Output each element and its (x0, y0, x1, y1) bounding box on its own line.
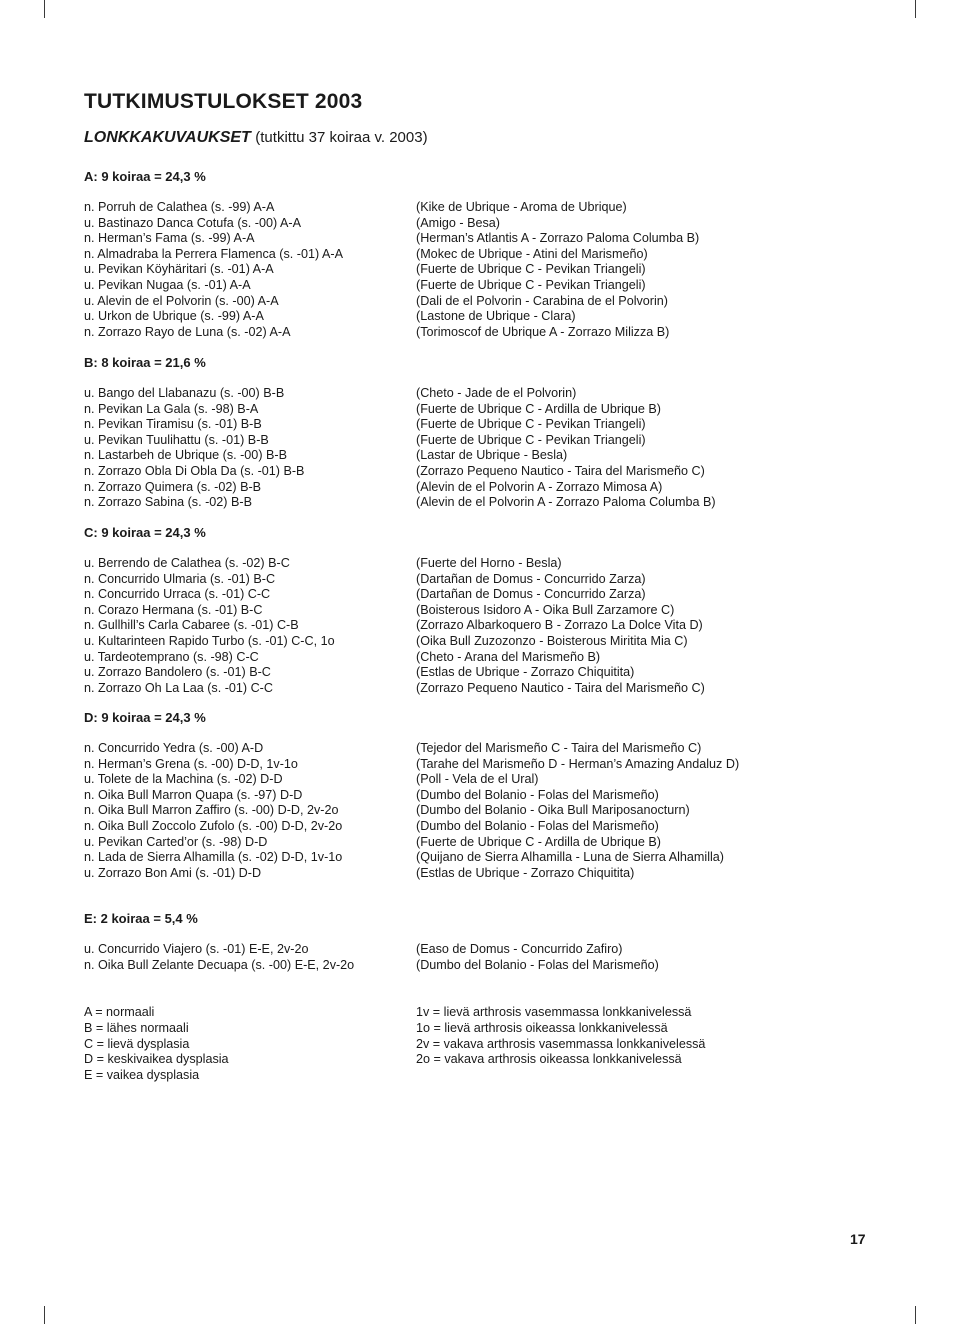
list-item (84, 480, 904, 496)
legend-item: 1o = lievä arthrosis oikeassa lonkkanivelessä (416, 1020, 668, 1035)
dog-entry: u. Pevikan Nugaa (s. -01) A-A (84, 277, 251, 292)
dog-entry: n. Almadraba la Perrera Flamenca (s. -01) A-A (84, 246, 343, 261)
section-a (84, 169, 904, 340)
list-item (84, 417, 904, 433)
parents-entry: (Tarahe del Marismeño D - Herman’s Amazing Andaluz D) (416, 756, 740, 771)
dog-entry: n. Zorrazo Sabina (s. -02) B-B (84, 495, 252, 510)
section-rows (84, 741, 904, 881)
parents-entry: (Dumbo del Bolanio - Oika Bull Mariposanocturn) (416, 803, 690, 818)
parents-entry: (Fuerte de Ubrique C - Pevikan Triangeli) (416, 262, 646, 277)
parents-entry: (Dali de el Polvorin - Carabina de el Polvorin) (416, 293, 668, 308)
section-heading: E: 2 koiraa = 5,4 % (84, 911, 198, 926)
section-rows (84, 386, 904, 511)
dog-entry: n. Oika Bull Marron Zaffiro (s. -00) D-D, 2v-2o (84, 803, 339, 818)
list-item (84, 772, 904, 788)
list-item (84, 402, 904, 418)
dog-entry: n. Concurrido Ulmaria (s. -01) B-C (84, 571, 276, 586)
list-item (84, 819, 904, 835)
parents-entry: (Torimoscof de Ubrique A - Zorrazo Milizza B) (416, 324, 670, 339)
dog-entry: n. Pevikan La Gala (s. -98) B-A (84, 401, 259, 416)
parents-entry: (Fuerte del Horno - Besla) (416, 556, 562, 570)
parents-entry: (Lastar de Ubrique - Besla) (416, 448, 568, 463)
list-item (84, 958, 904, 974)
legend-item: A = normaali (84, 1005, 155, 1019)
parents-entry: (Dumbo del Bolanio - Folas del Marismeño) (416, 818, 659, 833)
parents-entry: (Zorrazo Pequeno Nautico - Taira del Marismeño C) (416, 680, 705, 695)
list-item (84, 681, 904, 697)
parents-entry: (Dumbo del Bolanio - Folas del Marismeño) (416, 787, 659, 802)
list-item (84, 650, 904, 666)
dog-entry: u. Bastinazo Danca Cotufa (s. -00) A-A (84, 215, 301, 230)
section-b (84, 355, 904, 511)
dog-entry: u. Tardeotemprano (s. -98) C-C (84, 649, 259, 664)
legend-item: E = vaikea dysplasia (84, 1068, 200, 1083)
section-rows (84, 942, 904, 973)
legend-item: C = lievä dysplasia (84, 1036, 190, 1051)
list-item (84, 741, 904, 757)
dog-entry: n. Corazo Hermana (s. -01) B-C (84, 602, 263, 617)
dog-entry: u. Pevikan Tuulihattu (s. -01) B-B (84, 432, 269, 447)
dog-entry: u. Pevikan Köyhäritari (s. -01) A-A (84, 262, 274, 277)
parents-entry: (Zorrazo Albarkoquero B - Zorrazo La Dolce Vita D) (416, 618, 703, 633)
parents-entry: (Dartañan de Domus - Concurrido Zarza) (416, 571, 646, 586)
dog-entry: n. Zorrazo Rayo de Luna (s. -02) A-A (84, 324, 291, 339)
list-item (84, 325, 904, 341)
parents-entry: (Herman’s Atlantis A - Zorrazo Paloma Columba B) (416, 231, 700, 246)
dog-entry: n. Lastarbeh de Ubrique (s. -00) B-B (84, 448, 288, 463)
legend-item: 2v = vakava arthrosis vasemmassa lonkkanivelessä (416, 1036, 706, 1051)
dog-entry: n. Oika Bull Zoccolo Zufolo (s. -00) D-D, 2v-2o (84, 818, 343, 833)
section-heading: C: 9 koiraa = 24,3 % (84, 525, 206, 540)
dog-entry: u. Urkon de Ubrique (s. -99) A-A (84, 309, 264, 324)
parents-entry: (Dartañan de Domus - Concurrido Zarza) (416, 587, 646, 602)
dog-entry: n. Pevikan Tiramisu (s. -01) B-B (84, 417, 262, 432)
page-number: 17 (850, 1231, 866, 1247)
subtitle-main: LONKKAKUVAUKSET (84, 129, 251, 146)
list-item (84, 866, 904, 882)
section-rows (84, 200, 904, 340)
parents-entry: (Oika Bull Zuzozonzo - Boisterous Miritita Mia C) (416, 633, 688, 648)
dog-entry: u. Zorrazo Bon Ami (s. -01) D-D (84, 865, 262, 880)
dog-entry: n. Concurrido Yedra (s. -00) A-D (84, 741, 264, 755)
parents-entry: (Lastone de Ubrique - Clara) (416, 309, 576, 324)
dog-entry: u. Pevikan Carted’or (s. -98) D-D (84, 834, 268, 849)
parents-entry: (Dumbo del Bolanio - Folas del Marismeño) (416, 957, 659, 972)
parents-entry: (Quijano de Sierra Alhamilla - Luna de Sierra Alhamilla) (416, 850, 724, 865)
parents-entry: (Alevin de el Polvorin A - Zorrazo Mimosa A) (416, 479, 663, 494)
list-item (84, 464, 904, 480)
list-item (84, 294, 904, 310)
dog-entry: n. Oika Bull Zelante Decuapa (s. -00) E-E, 2v-2o (84, 957, 355, 972)
subtitle (84, 129, 428, 147)
list-item (84, 448, 904, 464)
section-c (84, 525, 904, 696)
list-item (84, 587, 904, 603)
parents-entry: (Easo de Domus - Concurrido Zafiro) (416, 942, 623, 956)
dog-entry: n. Zorrazo Oh La Laa (s. -01) C-C (84, 680, 273, 695)
list-item (84, 386, 904, 402)
dog-entry: n. Zorrazo Quimera (s. -02) B-B (84, 479, 262, 494)
legend-item: D = keskivaikea dysplasia (84, 1052, 229, 1067)
dog-entry: n. Herman’s Fama (s. -99) A-A (84, 231, 255, 246)
parents-entry: (Fuerte de Ubrique C - Pevikan Triangeli) (416, 277, 646, 292)
list-item (84, 757, 904, 773)
dog-entry: n. Oika Bull Marron Quapa (s. -97) D-D (84, 787, 303, 802)
parents-entry: (Poll - Vela de el Ural) (416, 772, 539, 787)
list-item (84, 200, 904, 216)
parents-entry: (Fuerte de Ubrique C - Pevikan Triangeli) (416, 432, 646, 447)
dog-entry: n. Herman’s Grena (s. -00) D-D, 1v-1o (84, 756, 298, 771)
subtitle-note: (tutkittu 37 koiraa v. 2003) (255, 129, 428, 146)
dog-entry: n. Concurrido Urraca (s. -01) C-C (84, 587, 271, 602)
list-item (84, 803, 904, 819)
list-item (84, 247, 904, 263)
parents-entry: (Zorrazo Pequeno Nautico - Taira del Marismeño C) (416, 463, 705, 478)
dog-entry: u. Tolete de la Machina (s. -02) D-D (84, 772, 283, 787)
dog-entry: n. Zorrazo Obla Di Obla Da (s. -01) B-B (84, 463, 305, 478)
legend-arthrosis (416, 1005, 705, 1068)
crop-mark-bottom-left (44, 1306, 45, 1324)
list-item (84, 278, 904, 294)
list-item (84, 572, 904, 588)
parents-entry: (Cheto - Arana del Marismeño B) (416, 649, 601, 664)
section-e (84, 911, 904, 973)
parents-entry: (Cheto - Jade de el Polvorin) (416, 386, 577, 400)
dog-entry: n. Porruh de Calathea (s. -99) A-A (84, 200, 275, 214)
legend-item: 1v = lievä arthrosis vasemmassa lonkkanivelessä (416, 1005, 692, 1019)
parents-entry: (Estlas de Ubrique - Zorrazo Chiquitita) (416, 665, 635, 680)
dog-entry: u. Alevin de el Polvorin (s. -00) A-A (84, 293, 279, 308)
list-item (84, 216, 904, 232)
page-title: TUTKIMUSTULOKSET 2003 (84, 90, 363, 113)
list-item (84, 835, 904, 851)
crop-mark-top-right (915, 0, 916, 18)
list-item (84, 634, 904, 650)
list-item (84, 788, 904, 804)
section-heading: A: 9 koiraa = 24,3 % (84, 169, 206, 184)
dog-entry: u. Bango del Llabanazu (s. -00) B-B (84, 386, 285, 400)
list-item (84, 942, 904, 958)
dog-entry: u. Kultarinteen Rapido Turbo (s. -01) C-C, 1o (84, 633, 335, 648)
parents-entry: (Fuerte de Ubrique C - Ardilla de Ubrique B) (416, 401, 661, 416)
dog-entry: u. Zorrazo Bandolero (s. -01) B-C (84, 665, 271, 680)
section-d (84, 710, 904, 881)
dog-entry: u. Concurrido Viajero (s. -01) E-E, 2v-2o (84, 942, 309, 956)
list-item (84, 665, 904, 681)
parents-entry: (Kike de Ubrique - Aroma de Ubrique) (416, 200, 627, 214)
parents-entry: (Estlas de Ubrique - Zorrazo Chiquitita) (416, 865, 635, 880)
legend-item: B = lähes normaali (84, 1020, 189, 1035)
list-item (84, 850, 904, 866)
parents-entry: (Fuerte de Ubrique C - Pevikan Triangeli) (416, 417, 646, 432)
legend-grades (84, 1005, 229, 1084)
section-heading: B: 8 koiraa = 21,6 % (84, 355, 206, 370)
crop-mark-top-left (44, 0, 45, 18)
legend-item: 2o = vakava arthrosis oikeassa lonkkanivelessä (416, 1052, 682, 1067)
list-item (84, 262, 904, 278)
dog-entry: n. Lada de Sierra Alhamilla (s. -02) D-D, 1v-1o (84, 850, 343, 865)
parents-entry: (Mokec de Ubrique - Atini del Marismeño) (416, 246, 648, 261)
parents-entry: (Boisterous Isidoro A - Oika Bull Zarzamore C) (416, 602, 675, 617)
dog-entry: n. Gullhill’s Carla Cabaree (s. -01) C-B (84, 618, 299, 633)
crop-mark-bottom-right (915, 1306, 916, 1324)
section-heading: D: 9 koiraa = 24,3 % (84, 710, 206, 725)
list-item (84, 556, 904, 572)
list-item (84, 433, 904, 449)
list-item (84, 495, 904, 511)
dog-entry: u. Berrendo de Calathea (s. -02) B-C (84, 556, 290, 570)
parents-entry: (Tejedor del Marismeño C - Taira del Marismeño C) (416, 741, 702, 755)
parents-entry: (Alevin de el Polvorin A - Zorrazo Paloma Columba B) (416, 495, 716, 510)
parents-entry: (Amigo - Besa) (416, 215, 500, 230)
parents-entry: (Fuerte de Ubrique C - Ardilla de Ubrique B) (416, 834, 661, 849)
list-item (84, 603, 904, 619)
list-item (84, 618, 904, 634)
list-item (84, 309, 904, 325)
section-rows (84, 556, 904, 696)
list-item (84, 231, 904, 247)
